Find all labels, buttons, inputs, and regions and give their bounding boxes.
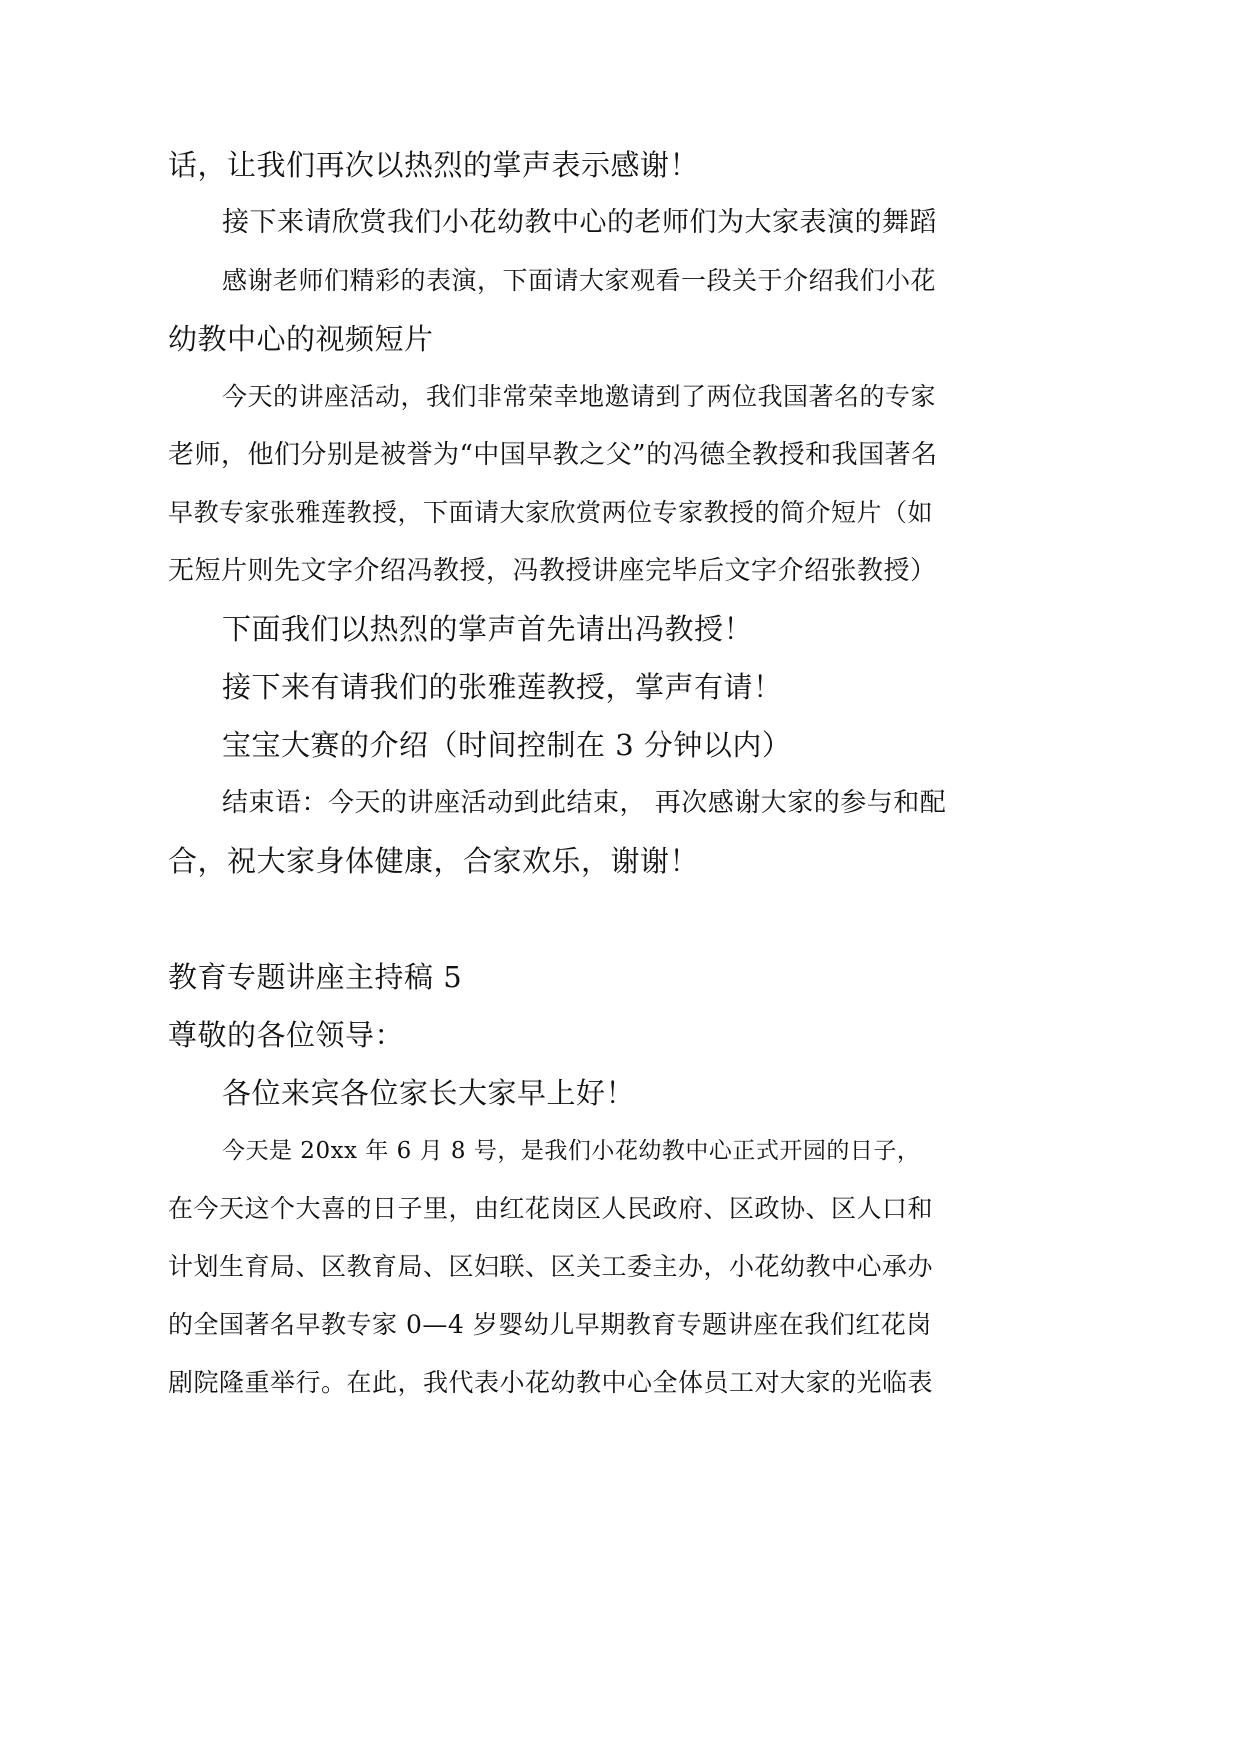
- text-line: 结束语：今天的讲座活动到此结束， 再次感谢大家的参与和配: [222, 788, 947, 818]
- text-line: 今天的讲座活动，我们非常荣幸地邀请到了两位我国著名的专家: [222, 382, 937, 411]
- text-line: 下面我们以热烈的掌声首先请出冯教授！: [222, 612, 754, 646]
- text-line: 接下来请欣赏我们小花幼教中心的老师们为大家表演的舞蹈: [222, 207, 937, 238]
- text-line: 感谢老师们精彩的表演，下面请大家观看一段关于介绍我们小花: [222, 266, 937, 295]
- text-line: 无短片则先文字介绍冯教授，冯教授讲座完毕后文字介绍张教授）: [168, 556, 937, 586]
- text-line: 接下来有请我们的张雅莲教授，掌声有请！: [222, 670, 783, 704]
- text-line: 老师，他们分别是被誉为“中国早教之父”的冯德全教授和我国著名: [168, 440, 938, 470]
- text-line: 宝宝大赛的介绍（时间控制在 3 分钟以内）: [222, 728, 792, 762]
- text-line: 今天是 20xx 年 6 月 8 号，是我们小花幼教中心正式开园的日子，: [222, 1138, 921, 1164]
- text-line: 剧院隆重举行。在此，我代表小花幼教中心全体员工对大家的光临表: [168, 1368, 934, 1397]
- text-line: 幼教中心的视频短片: [168, 322, 434, 356]
- text-line: 早教专家张雅莲教授，下面请大家欣赏两位专家教授的简介短片（如: [168, 498, 934, 527]
- text-line: 在今天这个大喜的日子里，由红花岗区人民政府、区政协、区人口和: [168, 1194, 934, 1223]
- text-line: 各位来宾各位家长大家早上好！: [222, 1076, 636, 1110]
- text-line: 话，让我们再次以热烈的掌声表示感谢！: [168, 148, 700, 182]
- text-line: 计划生育局、区教育局、区妇联、区关工委主办，小花幼教中心承办: [168, 1252, 934, 1281]
- text-line: 的全国著名早教专家 0—4 岁婴幼儿早期教育专题讲座在我们红花岗: [168, 1310, 932, 1339]
- salutation: 尊敬的各位领导：: [168, 1018, 405, 1052]
- text-line: 合，祝大家身体健康，合家欢乐，谢谢！: [168, 844, 700, 878]
- section-heading: 教育专题讲座主持稿 5: [168, 960, 463, 994]
